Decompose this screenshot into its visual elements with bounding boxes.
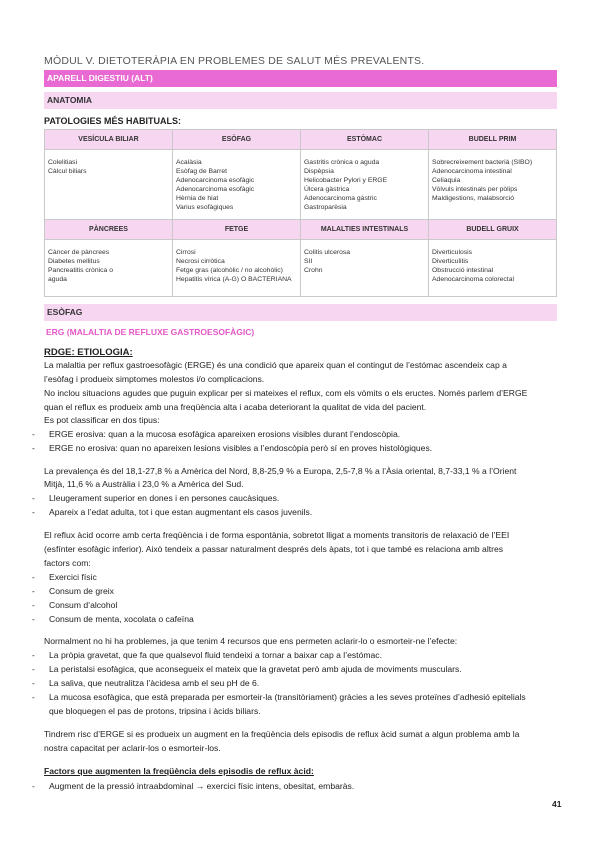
page-number: 41 bbox=[552, 799, 562, 809]
list-item-text: Apareix a l’edat adulta, tot i que estan augmentant els casos juvenils. bbox=[49, 507, 313, 517]
dash-bullet: - bbox=[32, 493, 35, 503]
cell-line: Obstrucció intestinal bbox=[432, 267, 494, 274]
cell-line: aguda bbox=[48, 276, 67, 283]
dash-bullet: - bbox=[32, 781, 35, 791]
paragraph-line: factors com: bbox=[44, 558, 91, 568]
table-header: VESÍCULA BILIAR bbox=[45, 130, 173, 150]
table-header: ESÒFAG bbox=[173, 130, 301, 150]
rdge-etiologia-title: RDGE: ETIOLOGIA: bbox=[44, 347, 133, 358]
cell-line: Helicobacter Pylori y ERGE bbox=[304, 177, 388, 184]
list-item-text: La pròpia gravetat, que fa que qualsevol fluid tendeixi a tornar a baixar cap a l’estómac. bbox=[49, 650, 382, 660]
cell-line: Colitis ulcerosa bbox=[304, 249, 351, 256]
paragraph-line: quan el reflux es produeix amb una freqüència alta i acaba deteriorant la qualitat de vida del pacient. bbox=[44, 402, 427, 412]
table-cell bbox=[173, 240, 301, 297]
cell-line: Gastritis crònica o aguda bbox=[304, 159, 380, 166]
table-cell bbox=[301, 150, 429, 220]
cell-line: Varius esofàgiques bbox=[176, 204, 234, 211]
paragraph-line: l’esòfag i produeix simptomes molestos i/o complicacions. bbox=[44, 374, 265, 384]
cell-line: Hèrnia de hiat bbox=[176, 195, 219, 202]
paragraph-line: La prevalença és del 18,1-27,8 % a Amèrica del Nord, 8,8-25,9 % a Europa, 2,5-7,8 % a l’Àsia oriental, 8,7-33,1 % a l’Orient bbox=[44, 466, 517, 476]
dash-bullet: - bbox=[32, 586, 35, 596]
erg-title: ERG (MALALTIA DE REFLUXE GASTROESOFÀGIC) bbox=[46, 327, 255, 337]
list-item-text: La saliva, que neutralitza l’àcidesa amb el seu pH de 6. bbox=[49, 678, 260, 688]
cell-line: Cirrosi bbox=[176, 249, 196, 256]
table-cell bbox=[173, 150, 301, 220]
paragraph-line: No inclou situacions agudes que puguin explicar per si mateixes el reflux, com els vòmits o els eructes. Només parlem d’ERGE bbox=[44, 388, 528, 398]
anatomia-bar: ANATOMIA bbox=[44, 92, 557, 109]
cell-line: Úlcera gàstrica bbox=[304, 186, 350, 193]
cell-line: SII bbox=[304, 258, 313, 265]
paragraph-line: Mitjà, 11,6 % a Austràlia i 23,0 % a Amèrica del Sud. bbox=[44, 479, 244, 489]
cell-line: Crohn bbox=[304, 267, 323, 274]
cell-line: Celiaquia bbox=[432, 177, 461, 184]
table-cell bbox=[45, 240, 173, 297]
paragraph-line: Tindrem risc d’ERGE si es produeix un augment en la freqüència dels episodis de reflux àcid sumat a algun problema amb la bbox=[44, 729, 520, 739]
esofag-bar: ESÒFAG bbox=[44, 304, 557, 321]
cell-line: Adenocarcinoma esofàgic bbox=[176, 186, 255, 193]
cell-line: Colelitiasi bbox=[48, 159, 78, 166]
dash-bullet: - bbox=[32, 507, 35, 517]
dash-bullet: - bbox=[32, 572, 35, 582]
cell-line: Sobrecreixement bacterià (SIBO) bbox=[432, 159, 533, 166]
cell-line: Adenocarcinoma gàstric bbox=[304, 195, 377, 202]
cell-line: Diverticulosis bbox=[432, 249, 473, 256]
cell-line: Esòfag de Barret bbox=[176, 168, 228, 175]
table-header: MALALTIES INTESTINALS bbox=[301, 220, 429, 240]
dash-bullet: - bbox=[32, 692, 35, 702]
dash-bullet: - bbox=[32, 650, 35, 660]
dash-bullet: - bbox=[32, 443, 35, 453]
cell-line: Càncer de pàncrees bbox=[48, 249, 110, 256]
section-bar-aparell-digestiu: APARELL DIGESTIU (ALT) bbox=[44, 70, 557, 87]
pathologies-table bbox=[44, 129, 557, 297]
cell-line: Càlcul biliars bbox=[48, 168, 87, 175]
dash-bullet: - bbox=[32, 600, 35, 610]
list-item-text: La peristalsi esofàgica, que aconsegueix el mateix que la gravetat però amb ajuda de moviments musculars. bbox=[49, 664, 462, 674]
list-item-text: La mucosa esofàgica, que està preparada per esmorteir-la (transitòriament) gràcies a les seves proteïnes d’adhesió epitelials bbox=[49, 692, 526, 702]
dash-bullet: - bbox=[32, 664, 35, 674]
paragraph-line: Normalment no hi ha problemes, ja que tenim 4 recursos que ens permeten aclarir-lo o esmorteir-ne l’efecte: bbox=[44, 636, 458, 646]
cell-line: Dispèpsia bbox=[304, 168, 334, 175]
list-item-text: Lleugerament superior en dones i en persones caucàsiques. bbox=[49, 493, 280, 503]
cell-line: Maldigestions, malabsorció bbox=[432, 195, 514, 202]
list-item-text: ERGE erosiva: quan a la mucosa esofàgica apareixen erosions visibles durant l’endoscòpia. bbox=[49, 429, 401, 439]
table-header: FETGE bbox=[173, 220, 301, 240]
table-cell bbox=[429, 240, 557, 297]
list-item-text: ERGE no erosiva: quan no apareixen lesions visibles a l’endoscòpia però sí en proves histològiques. bbox=[49, 443, 433, 453]
paragraph-line: El reflux àcid ocorre amb certa freqüència i de forma espontània, sobretot lligat a moments transitoris de relaxació de l’EEI bbox=[44, 530, 510, 540]
cell-line: Adenocarcinoma esofàgic bbox=[176, 177, 255, 184]
factors-title: Factors que augmenten la freqüència dels episodis de reflux àcid: bbox=[44, 766, 314, 776]
module-title: MÒDUL V. DIETOTERÀPIA EN PROBLEMES DE SALUT MÉS PREVALENTS. bbox=[44, 55, 425, 67]
cell-line: Fetge gras (alcohòlic / no alcohòlic) bbox=[176, 267, 283, 274]
cell-line: Vòlvuls intestinals per pòlips bbox=[432, 186, 518, 193]
cell-line: Diabetes mellitus bbox=[48, 258, 100, 265]
paragraph-line: nostra capacitat per aclarir-los o esmorteir-los. bbox=[44, 743, 221, 753]
paragraph-line: La malaltia per reflux gastroesofàgic (ERGE) és una condició que apareix quan el contingut de l’estómac ascendeix cap a bbox=[44, 360, 507, 370]
paragraph-line: Es pot classificar en dos tipus: bbox=[44, 415, 160, 425]
table-header: BUDELL PRIM bbox=[429, 130, 557, 150]
table-cell bbox=[45, 150, 173, 220]
table-header: BUDELL GRUIX bbox=[429, 220, 557, 240]
dash-bullet: - bbox=[32, 429, 35, 439]
cell-line: Acalàsia bbox=[176, 159, 202, 166]
table-cell bbox=[301, 240, 429, 297]
list-item-text: Consum de menta, xocolata o cafeïna bbox=[49, 614, 194, 624]
dash-bullet: - bbox=[32, 614, 35, 624]
cell-line: Pancreatitis crònica o bbox=[48, 267, 113, 274]
list-item-text: Consum d’alcohol bbox=[49, 600, 118, 610]
cell-line: Hepatitis vírica (A-G) O BACTERIANA bbox=[176, 276, 292, 283]
cell-line: Adenocarcinoma colorectal bbox=[432, 276, 514, 283]
patologies-title: PATOLOGIES MÉS HABITUALS: bbox=[44, 116, 182, 126]
table-header: ESTÒMAC bbox=[301, 130, 429, 150]
cell-line: Gastroparèsia bbox=[304, 204, 347, 211]
dash-bullet: - bbox=[32, 678, 35, 688]
cell-line: Diverticulitis bbox=[432, 258, 469, 265]
list-item-text: que bloquegen el pas de protons, tripsina i àcids biliars. bbox=[49, 706, 261, 716]
cell-line: Necrosi cirròtica bbox=[176, 258, 225, 265]
cell-line: Adenocarcinoma intestinal bbox=[432, 168, 512, 175]
list-item-text: Exercici físic bbox=[49, 572, 97, 582]
paragraph-line: (esfínter esofàgic inferior). Això tendeix a passar naturalment després dels àpats, tot i que també es relaciona amb altres bbox=[44, 544, 504, 554]
table-cell bbox=[429, 150, 557, 220]
list-item-text: Consum de greix bbox=[49, 586, 114, 596]
table-header: PÀNCREES bbox=[45, 220, 173, 240]
list-item-text: Augment de la pressió intraabdominal → exercici físic intens, obesitat, embaràs. bbox=[49, 781, 355, 791]
